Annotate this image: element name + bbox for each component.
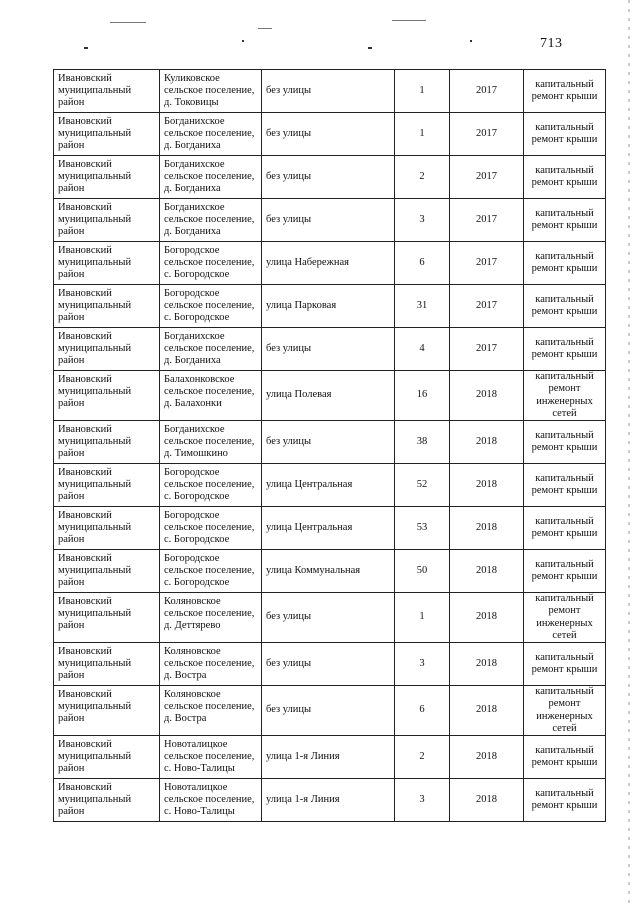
cell-house-number: 38 [395,421,450,464]
cell-year: 2018 [450,421,524,464]
table-row [54,242,606,285]
cell-house-number: 2 [395,156,450,199]
scan-artifact-dot [84,47,88,49]
cell-house-number: 2 [395,736,450,779]
cell-street: без улицы [262,643,395,686]
cell-work-type: капитальный ремонт крыши [524,328,606,371]
cell-settlement: Богородское сельское поселение, с. Богородское [160,285,262,328]
cell-work-type: капитальный ремонт крыши [524,421,606,464]
cell-settlement: Коляновское сельское поселение, д. Востра [160,686,262,736]
cell-house-number: 6 [395,242,450,285]
cell-street: улица 1-я Линия [262,736,395,779]
cell-district: Ивановский муниципальный район [54,285,160,328]
table-row [54,70,606,113]
cell-street: без улицы [262,421,395,464]
cell-district: Ивановский муниципальный район [54,421,160,464]
cell-house-number: 31 [395,285,450,328]
cell-district: Ивановский муниципальный район [54,199,160,242]
cell-district: Ивановский муниципальный район [54,550,160,593]
cell-work-type: капитальный ремонт инженерных сетей [524,686,606,736]
table-row [54,199,606,242]
cell-street: улица Полевая [262,371,395,421]
cell-year: 2017 [450,113,524,156]
cell-year: 2018 [450,550,524,593]
cell-work-type: капитальный ремонт крыши [524,113,606,156]
scan-artifact-line [110,22,146,23]
table-row [54,464,606,507]
cell-district: Ивановский муниципальный район [54,328,160,371]
cell-house-number: 52 [395,464,450,507]
cell-district: Ивановский муниципальный район [54,736,160,779]
cell-work-type: капитальный ремонт крыши [524,779,606,822]
cell-street: без улицы [262,113,395,156]
table-row [54,507,606,550]
scan-artifact-dot [470,40,472,42]
scan-edge-shadow [628,0,630,905]
table-row [54,113,606,156]
cell-settlement: Богородское сельское поселение, с. Богородское [160,464,262,507]
cell-district: Ивановский муниципальный район [54,643,160,686]
cell-street: без улицы [262,593,395,643]
cell-settlement: Богородское сельское поселение, с. Богородское [160,550,262,593]
cell-settlement: Богородское сельское поселение, с. Богородское [160,507,262,550]
cell-street: улица Центральная [262,464,395,507]
table-row [54,643,606,686]
cell-district: Ивановский муниципальный район [54,70,160,113]
cell-settlement: Коляновское сельское поселение, д. Деттярево [160,593,262,643]
cell-street: без улицы [262,328,395,371]
cell-house-number: 3 [395,199,450,242]
table-row [54,371,606,421]
cell-house-number: 3 [395,643,450,686]
cell-year: 2018 [450,779,524,822]
scan-artifact-line [392,20,426,21]
cell-settlement: Коляновское сельское поселение, д. Востра [160,643,262,686]
cell-settlement: Балахонковское сельское поселение, д. Балахонки [160,371,262,421]
table-body [54,70,606,822]
cell-year: 2017 [450,70,524,113]
cell-work-type: капитальный ремонт крыши [524,464,606,507]
cell-district: Ивановский муниципальный район [54,686,160,736]
cell-district: Ивановский муниципальный район [54,593,160,643]
cell-work-type: капитальный ремонт крыши [524,736,606,779]
scan-artifact-dot [242,40,244,42]
cell-house-number: 53 [395,507,450,550]
cell-work-type: капитальный ремонт крыши [524,70,606,113]
cell-house-number: 3 [395,779,450,822]
table-row [54,593,606,643]
cell-work-type: капитальный ремонт крыши [524,507,606,550]
cell-house-number: 4 [395,328,450,371]
cell-district: Ивановский муниципальный район [54,156,160,199]
housing-repair-table [53,69,606,822]
cell-street: без улицы [262,70,395,113]
cell-settlement: Богданихское сельское поселение, д. Богданиха [160,156,262,199]
cell-settlement: Новоталицкое сельское поселение, с. Ново-Талицы [160,736,262,779]
cell-settlement: Богородское сельское поселение, с. Богородское [160,242,262,285]
cell-settlement: Богданихское сельское поселение, д. Тимошкино [160,421,262,464]
table-row [54,779,606,822]
cell-street: без улицы [262,156,395,199]
table-row [54,736,606,779]
page-number: 713 [540,36,563,51]
cell-year: 2017 [450,156,524,199]
cell-district: Ивановский муниципальный район [54,242,160,285]
cell-work-type: капитальный ремонт крыши [524,242,606,285]
cell-year: 2018 [450,593,524,643]
cell-settlement: Богданихское сельское поселение, д. Богданиха [160,199,262,242]
table-row [54,328,606,371]
cell-work-type: капитальный ремонт крыши [524,643,606,686]
cell-district: Ивановский муниципальный район [54,779,160,822]
table-row [54,550,606,593]
cell-house-number: 6 [395,686,450,736]
cell-settlement: Богданихское сельское поселение, д. Богданиха [160,113,262,156]
cell-house-number: 1 [395,113,450,156]
table-row [54,686,606,736]
table-row [54,285,606,328]
cell-year: 2018 [450,736,524,779]
cell-street: улица Коммунальная [262,550,395,593]
scan-artifact-line [258,28,272,29]
cell-street: улица Центральная [262,507,395,550]
cell-street: улица 1-я Линия [262,779,395,822]
cell-year: 2018 [450,507,524,550]
cell-settlement: Новоталицкое сельское поселение, с. Ново-Талицы [160,779,262,822]
table-row [54,156,606,199]
cell-year: 2017 [450,328,524,371]
cell-settlement: Богданихское сельское поселение, д. Богданиха [160,328,262,371]
cell-work-type: капитальный ремонт крыши [524,285,606,328]
cell-work-type: капитальный ремонт крыши [524,199,606,242]
cell-street: без улицы [262,199,395,242]
cell-street: улица Парковая [262,285,395,328]
cell-work-type: капитальный ремонт крыши [524,550,606,593]
cell-street: улица Набережная [262,242,395,285]
cell-year: 2017 [450,199,524,242]
cell-year: 2018 [450,464,524,507]
cell-district: Ивановский муниципальный район [54,371,160,421]
cell-year: 2017 [450,242,524,285]
scan-artifact-dot [368,47,372,49]
cell-district: Ивановский муниципальный район [54,113,160,156]
cell-district: Ивановский муниципальный район [54,464,160,507]
cell-settlement: Куликовское сельское поселение, д. Токовицы [160,70,262,113]
cell-house-number: 16 [395,371,450,421]
cell-street: без улицы [262,686,395,736]
cell-work-type: капитальный ремонт инженерных сетей [524,593,606,643]
cell-work-type: капитальный ремонт инженерных сетей [524,371,606,421]
cell-work-type: капитальный ремонт крыши [524,156,606,199]
table-row [54,421,606,464]
cell-year: 2018 [450,686,524,736]
cell-house-number: 1 [395,593,450,643]
cell-house-number: 50 [395,550,450,593]
cell-year: 2018 [450,643,524,686]
cell-house-number: 1 [395,70,450,113]
cell-district: Ивановский муниципальный район [54,507,160,550]
cell-year: 2018 [450,371,524,421]
cell-year: 2017 [450,285,524,328]
